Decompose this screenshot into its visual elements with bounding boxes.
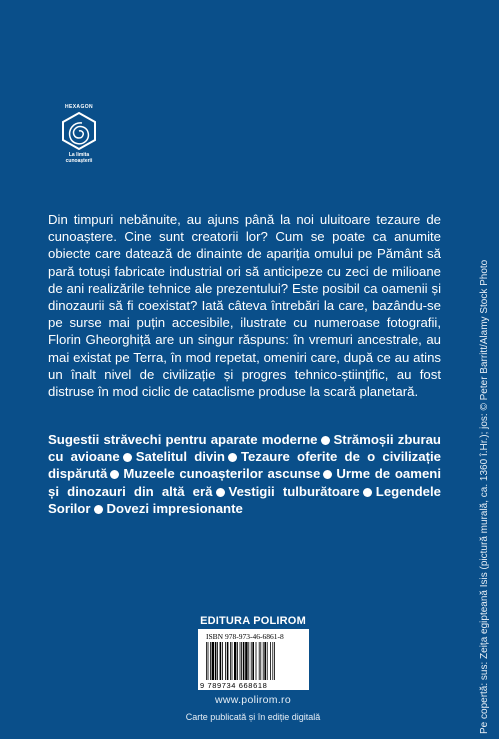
bullet-dot [110,470,119,479]
barcode-bar [272,642,273,680]
cover-photo-credit: Pe copertă: sus: Zeița egipteană Isis (pictură murală, ca. 1360 î.Hr.); jos: © Peter Barritt/Alamy Stock Photo [479,259,490,734]
barcode-bar [245,642,247,680]
bullet-dot [323,470,332,479]
barcode-bar [267,642,268,680]
topic-item: Vestigii tulburătoare [228,483,360,499]
digital-edition-note: Carte publicată și în ediție digitală [185,712,321,722]
isbn-barcode [198,629,309,690]
topic-item: Dovezi impresionante [106,500,243,516]
barcode-bar [251,642,252,680]
barcode-digits: 9 789734 668618 [200,681,268,690]
barcode-bar [232,642,233,680]
barcode-bar [243,642,245,680]
book-description: Din timpuri nebănuite, au ajuns până la noi uluitoare tezaure de cunoaștere. Cine sunt creatorii lor? Cum se poate ca anumite obiecte care datează de dinainte de apariția omului pe Pământ să pară totuși fabricate industrial ori să anticipeze cu zeci de milioane de ani realizările tehnice ale prezentului? Este posibil ca oamenii și dinozaurii să fi coexistat? Iată câteva întrebări la care, bazându-se pe surse mai puțin accesibile, ilustrate cu numeroase fotografii, Florin Gheorghiță are un singur răspuns: în vremuri ancestrale, au mai existat pe Terra, în mod repetat, omeniri care, după ce au atins un înalt nivel de civilizație și progres tehnico-științific, au fost distruse în mod ciclic de cataclisme produse la scară planetară. [48,212,441,400]
barcode-bar [259,642,260,680]
logo-subtitle-line2: cunoașterii [65,158,93,164]
bullet-dot [321,436,330,445]
publisher-website: www.polirom.ro [215,694,291,706]
bullet-dot [216,488,225,497]
logo-series-name: HEXAGON [64,104,94,110]
publisher-logo [54,104,104,180]
barcode-bar [256,642,257,680]
barcode-bar [240,642,241,680]
logo-subtitle-line1: La limita [68,152,90,158]
isbn-number: ISBN 978-973-46-6861-8 [206,632,284,641]
barcode-bar [225,642,226,680]
barcode-bar [206,642,207,680]
barcode-bars [206,642,301,680]
bullet-dot [94,505,103,514]
barcode-bar [212,642,214,680]
barcode-bar [210,642,211,680]
barcode-bar [234,642,236,680]
barcode-bar [260,642,261,680]
barcode-bar [237,642,238,680]
barcode-bar [227,642,229,680]
barcode-bar [274,642,275,680]
barcode-bar [230,642,231,680]
barcode-bar [263,642,264,680]
barcode-bar [270,642,271,680]
topic-item: Satelitul divin [135,449,225,465]
barcode-bar [217,642,218,680]
barcode-bar [208,642,209,680]
topic-item: Tezaure oferite de o civilizație dispărută [48,449,441,482]
topic-item: Muzeele cunoașterilor ascunse [123,466,321,482]
topic-item: Strămoșii zburau cu avioane [48,432,441,465]
bullet-dot [123,453,132,462]
barcode-bar [252,642,254,680]
bullet-dot [228,453,237,462]
bullet-dot [363,488,372,497]
publisher-name: EDITURA POLIROM [200,615,306,627]
logo-subtitle [66,152,93,164]
barcode-bar [264,642,266,680]
topic-item: Legendele Sorilor [48,483,441,516]
barcode-bar [215,642,217,680]
barcode-bar [222,642,223,680]
topic-item: Sugestii străvechi pentru aparate moderne [48,432,318,447]
topic-item: Urme de oameni și dinozauri din altă eră [48,466,441,499]
hexagon-spiral-icon [59,111,99,151]
barcode-bar [248,642,249,680]
barcode-bar [241,642,242,680]
barcode-bar [220,642,222,680]
topics-list [48,431,441,517]
